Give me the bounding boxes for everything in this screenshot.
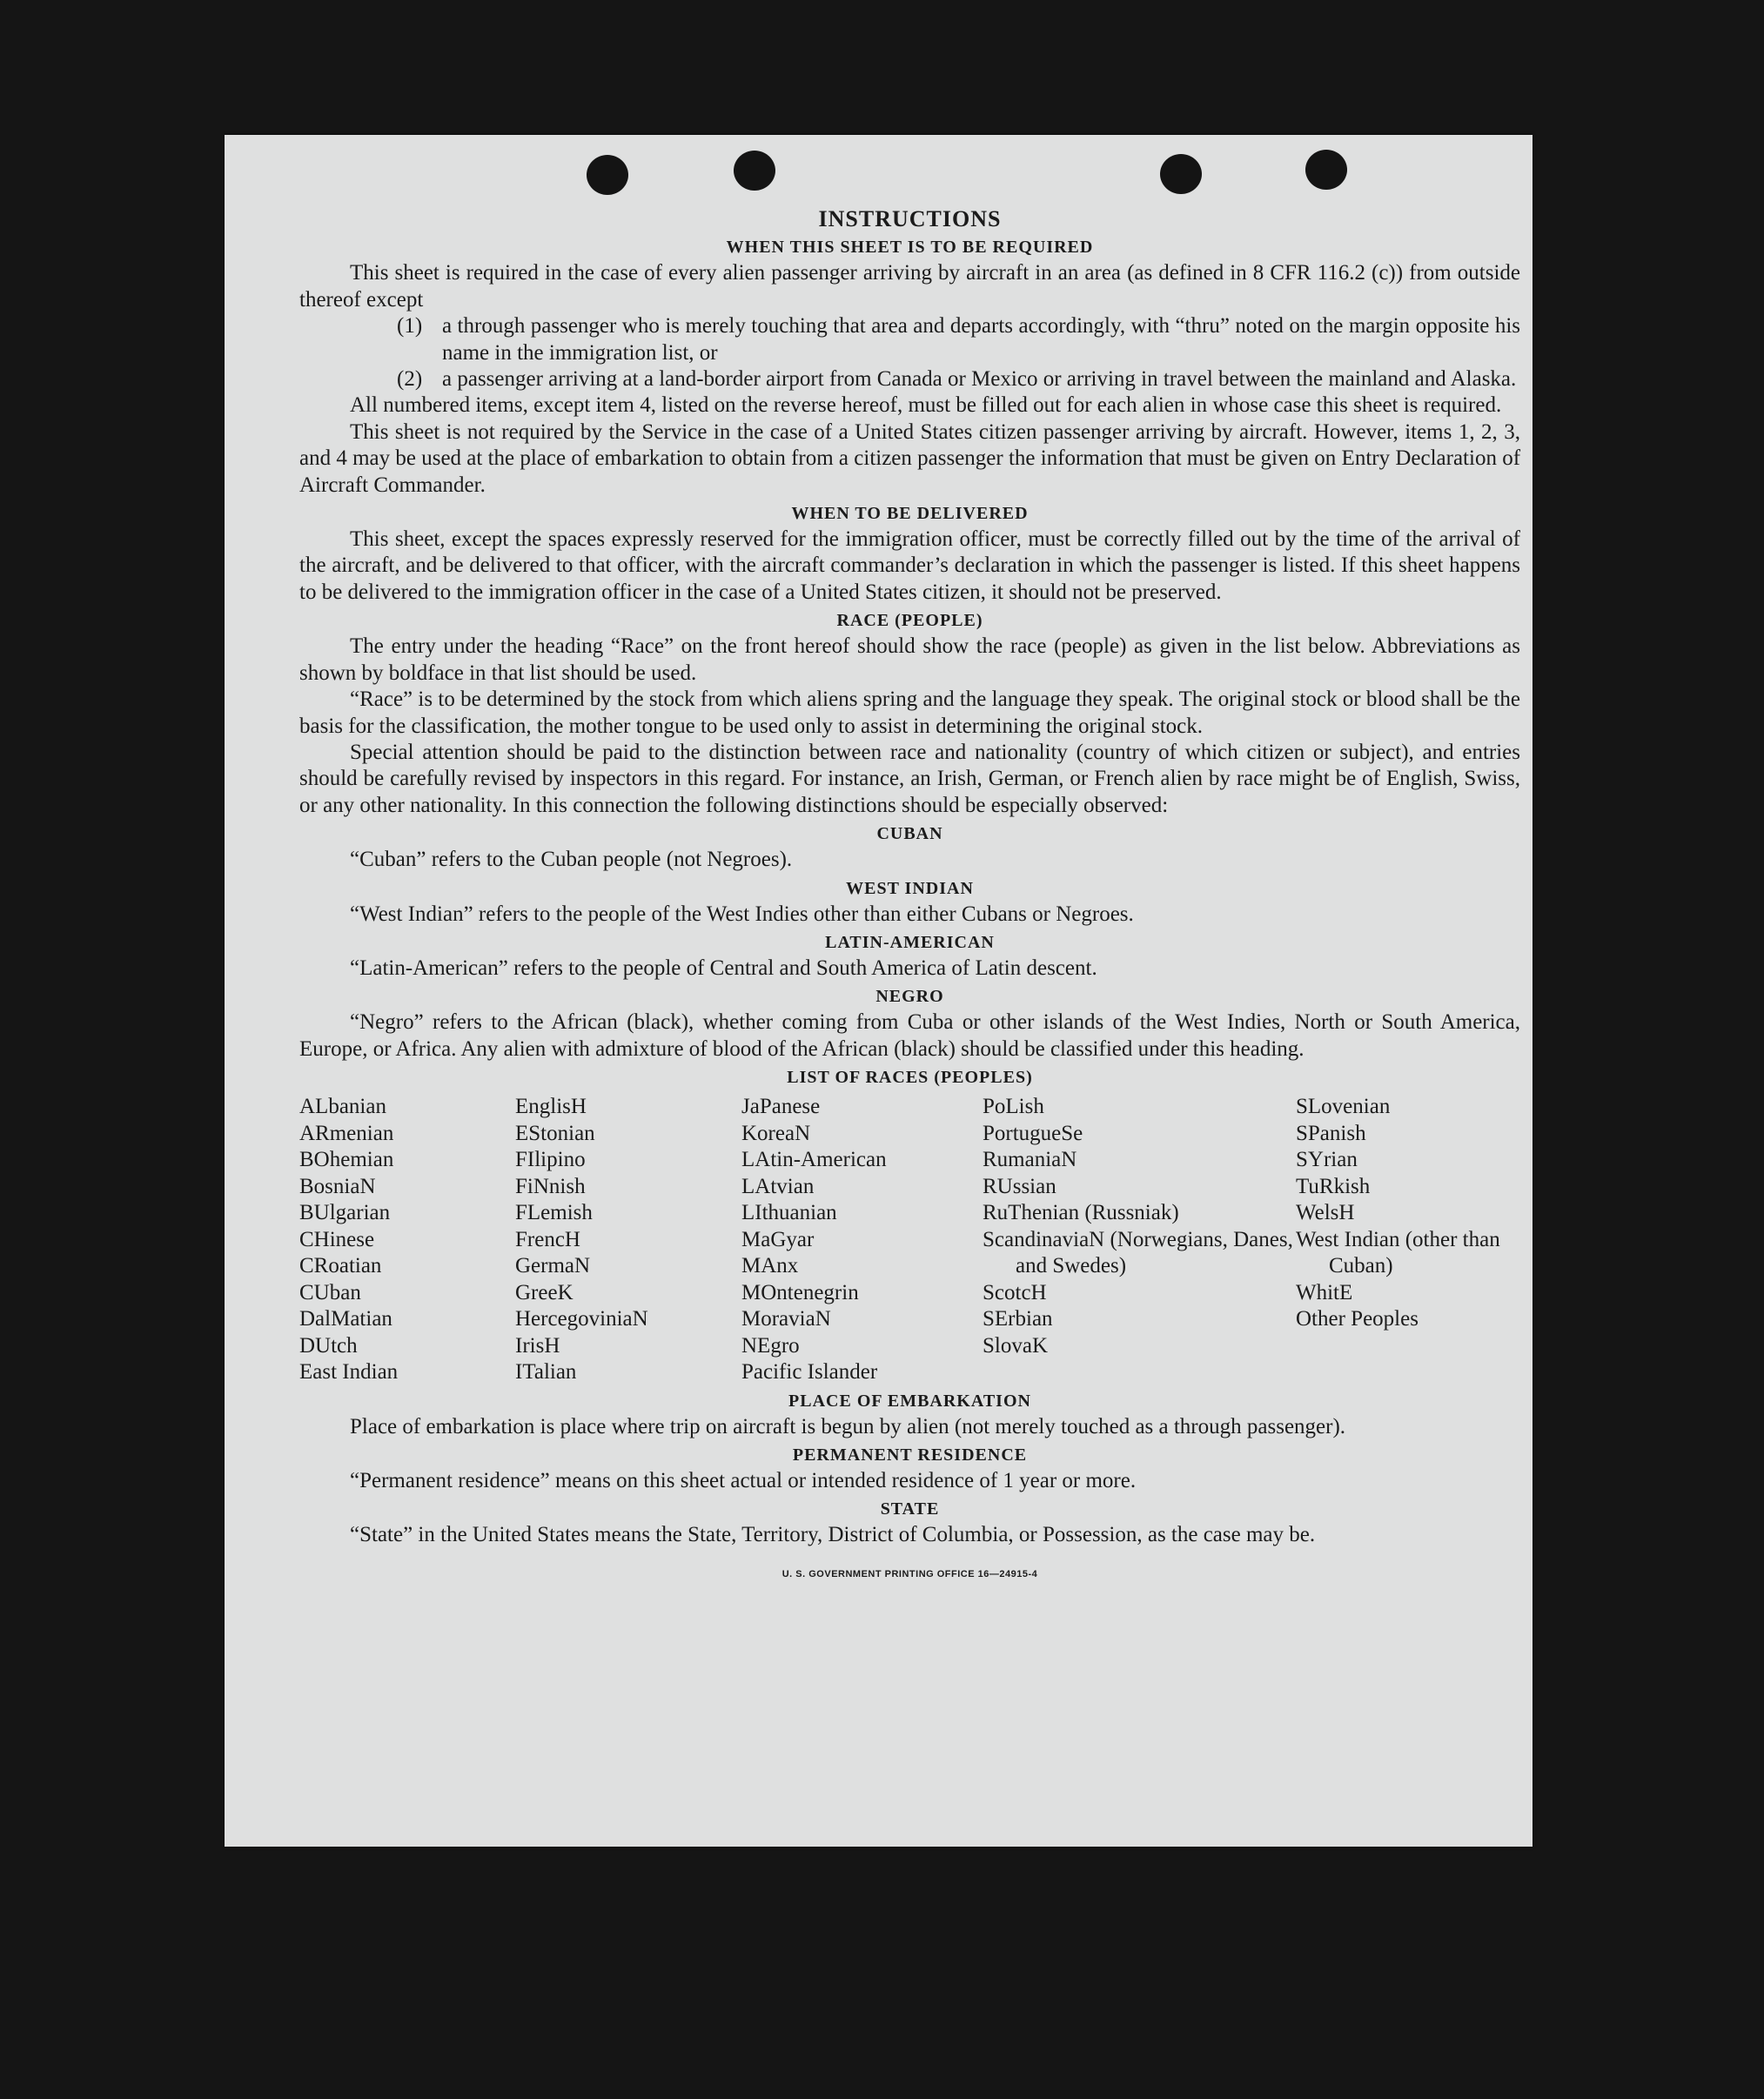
punch-hole: [1160, 154, 1202, 194]
paragraph: Special attention should be paid to the distinction between race and nationality (country of which citizen or subject), and entries should be carefully revised by inspectors in this regard. For instance, an Irish, German, or French alien by race might be of English, Swiss, or any other nationality. In this connection the following distinctions should be especially observed:: [299, 740, 1520, 817]
paragraph: “Permanent residence” means on this sheet actual or intended residence of 1 year or more.: [350, 1469, 1137, 1493]
race-entry: FLemish: [515, 1201, 593, 1225]
section-heading: STATE: [880, 1499, 940, 1519]
races-column: [741, 1094, 983, 1386]
punch-hole: [734, 151, 775, 191]
printing-office-footer: U. S. GOVERNMENT PRINTING OFFICE 16—24915-4: [781, 1568, 1038, 1579]
race-entry: BOhemian: [299, 1148, 394, 1172]
race-entry: ScandinaviaN (Norwegians, Danes, and Swedes): [983, 1227, 1293, 1278]
race-entry: LAtin-American: [741, 1148, 887, 1172]
race-entry: RuThenian (Russniak): [983, 1201, 1179, 1225]
punch-hole: [1305, 150, 1347, 190]
race-entry: PortugueSe: [983, 1121, 1083, 1145]
race-entry: BosniaN: [299, 1174, 376, 1198]
race-entry: FIlipino: [515, 1148, 586, 1172]
race-entry: GreeK: [515, 1280, 573, 1304]
paragraph: “Negro” refers to the African (black), whether coming from Cuba or other islands of the West Indies, North or South America, Europe, or Africa. Any alien with admixture of blood of the African (black) should be classified under this heading.: [299, 1010, 1520, 1061]
list-item: [299, 366, 1520, 392]
race-entry: East Indian: [299, 1360, 399, 1385]
race-entry: PoLish: [983, 1095, 1044, 1119]
races-column: [299, 1094, 515, 1386]
race-entry: FrencH: [515, 1227, 580, 1251]
race-entry: ALbanian: [299, 1095, 386, 1119]
race-entry: LAtvian: [741, 1174, 815, 1198]
race-entry: HercegoviniaN: [515, 1307, 648, 1331]
race-entry: Other Peoples: [1296, 1307, 1419, 1331]
race-entry: Pacific Islander: [741, 1360, 878, 1385]
paragraph: The entry under the heading “Race” on the front hereof should show the race (people) as given in the list below. Abbreviations as shown by boldface in that list should be used.: [299, 634, 1520, 685]
item-number: (2): [397, 367, 423, 392]
race-entry: NEgro: [741, 1333, 800, 1358]
race-entry: MAnx: [741, 1254, 799, 1278]
section-heading: LIST OF RACES (PEOPLES): [787, 1068, 1033, 1088]
section-heading: PERMANENT RESIDENCE: [792, 1445, 1028, 1465]
race-entry: ScotcH: [983, 1280, 1047, 1304]
paragraph: Place of embarkation is place where trip on aircraft is begun by alien (not merely touched as a through passenger).: [350, 1414, 1346, 1438]
paragraph: All numbered items, except item 4, listed on the reverse hereof, must be filled out for each alien in whose case this sheet is required.: [350, 393, 1502, 418]
race-entry: SYrian: [1296, 1148, 1358, 1172]
races-column: [983, 1094, 1296, 1386]
race-entry: CHinese: [299, 1227, 375, 1251]
list-item: [299, 313, 1520, 366]
race-entry: SLovenian: [1296, 1095, 1391, 1119]
race-entry: TuRkish: [1296, 1174, 1371, 1198]
page-title: INSTRUCTIONS: [818, 206, 1002, 231]
section-heading: WHEN TO BE DELIVERED: [791, 504, 1029, 524]
section-heading: PLACE OF EMBARKATION: [788, 1391, 1031, 1411]
race-entry: EnglisH: [515, 1095, 587, 1119]
race-entry: MoraviaN: [741, 1307, 831, 1331]
item-text: a through passenger who is merely touching that area and departs accordingly, with “thru” noted on the margin opposite his name in the immigration list, or: [442, 314, 1520, 365]
paragraph: “Cuban” refers to the Cuban people (not Negroes).: [350, 848, 793, 872]
section-heading: WHEN THIS SHEET IS TO BE REQUIRED: [726, 238, 1094, 258]
race-entry: SlovaK: [983, 1333, 1048, 1358]
paragraph: “State” in the United States means the State, Territory, District of Columbia, or Possession, as the case may be.: [350, 1523, 1316, 1547]
race-entry: DUtch: [299, 1333, 358, 1358]
race-entry: JaPanese: [741, 1095, 821, 1119]
race-entry: EStonian: [515, 1121, 595, 1145]
race-entry: LIthuanian: [741, 1201, 837, 1225]
race-entry: RUssian: [983, 1174, 1056, 1198]
race-entry: SPanish: [1296, 1121, 1366, 1145]
race-entry: ARmenian: [299, 1121, 394, 1145]
race-entry: CRoatian: [299, 1254, 382, 1278]
item-number: (1): [397, 314, 423, 339]
paragraph: “Latin-American” refers to the people of Central and South America of Latin descent.: [350, 956, 1097, 980]
race-entry: CUban: [299, 1280, 361, 1304]
paragraph: This sheet is not required by the Service in the case of a United States citizen passenger arriving by aircraft. However, items 1, 2, 3, and 4 may be used at the place of embarkation to obtain from a citizen passenger the information that must be given on Entry Declaration of Aircraft Commander.: [299, 419, 1521, 497]
race-entry: RumaniaN: [983, 1148, 1077, 1172]
races-table: [299, 1094, 1520, 1386]
section-heading: NEGRO: [875, 987, 944, 1007]
race-entry: West Indian (other than Cuban): [1296, 1227, 1500, 1278]
paragraph: This sheet is required in the case of every alien passenger arriving by aircraft in an area (as defined in 8 CFR 116.2 (c)) from outside thereof except: [299, 261, 1520, 312]
instructions-body: [299, 206, 1520, 1587]
race-entry: WhitE: [1296, 1280, 1353, 1304]
section-heading: WEST INDIAN: [846, 878, 974, 898]
section-heading: LATIN-AMERICAN: [825, 932, 995, 952]
race-entry: BUlgarian: [299, 1201, 391, 1225]
race-entry: KoreaN: [741, 1121, 811, 1145]
race-entry: IrisH: [515, 1333, 560, 1358]
punch-hole: [587, 155, 628, 195]
race-entry: DalMatian: [299, 1307, 392, 1331]
paragraph: “Race” is to be determined by the stock from which aliens spring and the language they speak. The original stock or blood shall be the basis for the classification, the mother tongue to be used only to assist in determining the original stock.: [299, 687, 1520, 738]
section-heading: CUBAN: [876, 824, 943, 844]
race-entry: MOntenegrin: [741, 1280, 859, 1304]
paragraph: This sheet, except the spaces expressly reserved for the immigration officer, must be correctly filled out by the time of the arrival of the aircraft, and be delivered to that officer, with the aircraft commander’s declaration in which the passenger is listed. If this sheet happens to be delivered to the immigration officer in the case of a United States citizen, it should not be preserved.: [299, 527, 1520, 604]
section-heading: RACE (PEOPLE): [836, 611, 983, 631]
paragraph: “West Indian” refers to the people of the West Indies other than either Cubans or Negroes.: [350, 902, 1134, 926]
race-entry: MaGyar: [741, 1227, 815, 1251]
race-entry: FiNnish: [515, 1174, 586, 1198]
document-page: [225, 135, 1533, 1847]
race-entry: GermaN: [515, 1254, 591, 1278]
races-column: [1296, 1094, 1520, 1386]
race-entry: SErbian: [983, 1307, 1053, 1331]
race-entry: ITalian: [515, 1360, 577, 1385]
item-text: a passenger arriving at a land-border airport from Canada or Mexico or arriving in travel between the mainland and Alaska.: [442, 367, 1517, 392]
race-entry: WelsH: [1296, 1201, 1355, 1225]
races-column: [515, 1094, 741, 1386]
